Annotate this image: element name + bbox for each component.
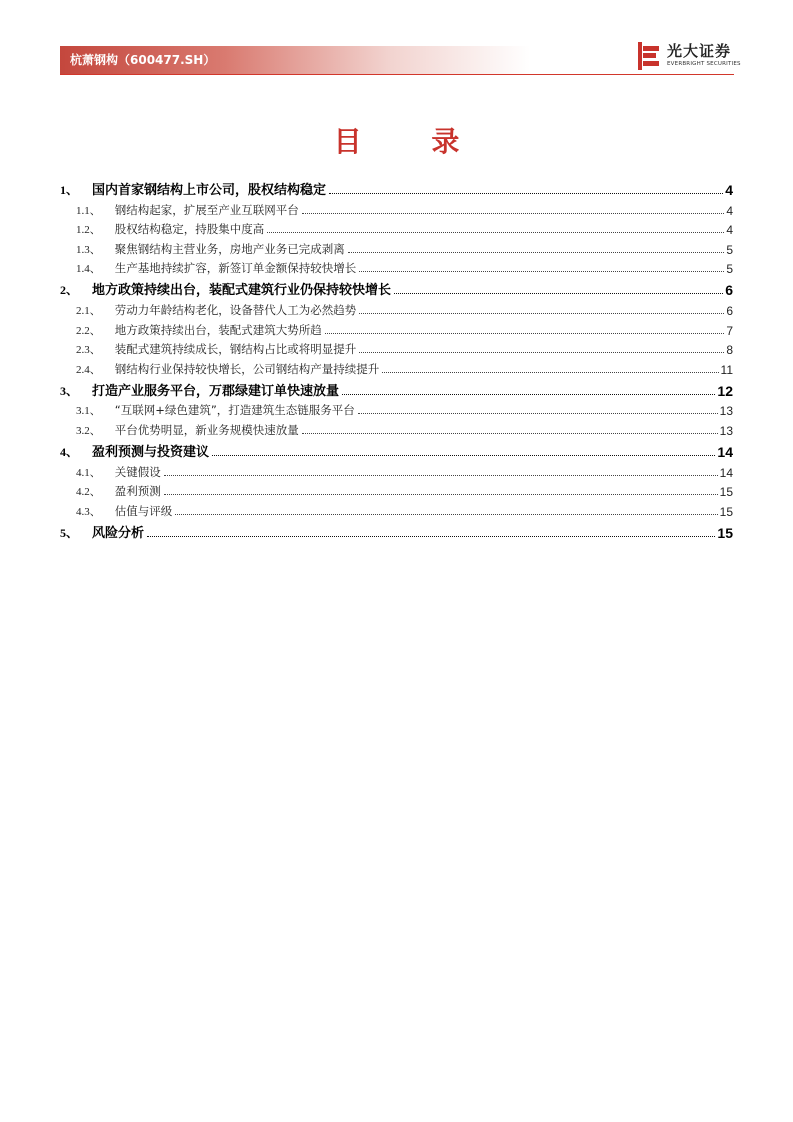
toc-chapter-entry[interactable] xyxy=(60,519,733,541)
dot-leader xyxy=(394,293,723,294)
brand-logo xyxy=(636,40,741,72)
toc-entry-title: 估值与评级 xyxy=(114,503,173,518)
toc-entry-title: “互联网+绿色建筑”，打造建筑生态链服务平台 xyxy=(114,403,355,418)
toc-entry-title: 装配式建筑持续成长，钢结构占比或将明显提升 xyxy=(114,342,357,357)
toc-entry-number: 3.1、 xyxy=(76,405,101,418)
toc-section-entry[interactable] xyxy=(60,357,733,377)
table-of-contents xyxy=(60,176,733,541)
toc-entry-number: 2、 xyxy=(60,283,79,298)
toc-entry-number: 5、 xyxy=(60,525,79,540)
toc-entry-title: 钢结构行业保持较快增长，公司钢结构产量持续提升 xyxy=(114,361,380,376)
toc-entry-title: 劳动力年龄结构老化，设备替代人工为必然趋势 xyxy=(114,302,357,317)
toc-entry-title: 平台优势明显，新业务规模快速放量 xyxy=(114,422,299,437)
toc-section-entry[interactable] xyxy=(60,318,733,338)
dot-leader xyxy=(175,514,717,515)
toc-entry-title: 关键假设 xyxy=(114,464,161,479)
toc-title: 目 录 xyxy=(333,125,490,158)
toc-section-entry[interactable] xyxy=(60,298,733,318)
toc-entry-page: 6 xyxy=(725,282,733,299)
toc-entry-title: 生产基地持续扩容，新签订单金额保持较快增长 xyxy=(114,261,357,276)
toc-entry-number: 4.2、 xyxy=(76,486,101,499)
toc-entry-page: 12 xyxy=(717,382,733,399)
toc-entry-title: 盈利预测与投资建议 xyxy=(92,444,210,460)
company-ticker: 杭萧钢构（600477.SH） xyxy=(70,53,216,67)
toc-entry-number: 2.1、 xyxy=(76,304,101,317)
toc-entry-page: 6 xyxy=(726,303,733,318)
toc-entry-title: 国内首家钢结构上市公司，股权结构稳定 xyxy=(92,183,327,198)
toc-entry-number: 1.2、 xyxy=(76,224,101,237)
dot-leader xyxy=(302,213,725,214)
toc-entry-number: 1、 xyxy=(60,183,79,197)
toc-entry-title: 聚焦钢结构主营业务，房地产业务已完成剥离 xyxy=(114,241,345,256)
dot-leader xyxy=(325,333,725,334)
dot-leader xyxy=(164,494,718,495)
toc-entry-number: 1.4、 xyxy=(76,263,101,276)
toc-section-entry[interactable] xyxy=(60,338,733,358)
toc-entry-page: 4 xyxy=(726,223,733,238)
dot-leader xyxy=(164,475,718,476)
everbright-logo-icon xyxy=(636,42,662,74)
toc-entry-page: 5 xyxy=(726,242,733,257)
dot-leader xyxy=(212,455,715,456)
toc-entry-number: 4.1、 xyxy=(76,466,101,479)
toc-entry-number: 2.4、 xyxy=(76,363,101,376)
toc-entry-number: 4.3、 xyxy=(76,505,101,518)
toc-section-entry[interactable] xyxy=(60,499,733,519)
dot-leader xyxy=(358,413,718,414)
toc-entry-number: 1.3、 xyxy=(76,243,101,256)
toc-entry-title: 风险分析 xyxy=(92,525,145,541)
toc-entry-page: 15 xyxy=(719,485,733,500)
toc-section-entry[interactable] xyxy=(60,198,733,218)
dot-leader xyxy=(147,536,715,537)
dot-leader xyxy=(359,271,724,272)
toc-chapter-entry[interactable] xyxy=(60,276,733,298)
toc-entry-title: 钢结构起家，扩展至产业互联网平台 xyxy=(114,202,299,217)
toc-entry-title: 股权结构稳定，持股集中度高 xyxy=(114,222,265,237)
toc-section-entry[interactable] xyxy=(60,460,733,480)
toc-chapter-entry[interactable] xyxy=(60,176,733,198)
toc-entry-page: 4 xyxy=(726,203,733,218)
header-divider xyxy=(60,74,734,75)
toc-entry-number: 4、 xyxy=(60,444,79,459)
dot-leader xyxy=(267,232,724,233)
toc-entry-page: 5 xyxy=(726,262,733,277)
dot-leader xyxy=(302,433,718,434)
toc-section-entry[interactable] xyxy=(60,480,733,500)
toc-entry-number: 3、 xyxy=(60,383,79,398)
toc-section-entry[interactable] xyxy=(60,257,733,277)
dot-leader xyxy=(359,313,724,314)
toc-section-entry[interactable] xyxy=(60,218,733,238)
toc-entry-page: 13 xyxy=(719,404,733,419)
toc-entry-page: 7 xyxy=(726,323,733,338)
toc-entry-title: 盈利预测 xyxy=(114,484,161,499)
dot-leader xyxy=(348,252,725,253)
toc-section-entry[interactable] xyxy=(60,399,733,419)
dot-leader xyxy=(359,352,724,353)
toc-entry-page: 15 xyxy=(717,524,733,541)
brand-name-cn: 光大证券 xyxy=(667,42,732,60)
toc-entry-page: 11 xyxy=(720,362,733,377)
dot-leader xyxy=(342,394,715,395)
toc-entry-page: 15 xyxy=(719,504,733,519)
dot-leader xyxy=(382,372,718,373)
toc-section-entry[interactable] xyxy=(60,418,733,438)
toc-entry-number: 2.2、 xyxy=(76,324,101,337)
toc-entry-page: 4 xyxy=(725,182,733,198)
toc-chapter-entry[interactable] xyxy=(60,377,733,399)
brand-name-en: EVERBRIGHT SECURITIES xyxy=(667,61,741,67)
toc-entry-page: 8 xyxy=(726,343,733,358)
toc-entry-title: 地方政策持续出台，装配式建筑大势所趋 xyxy=(114,322,322,337)
toc-entry-number: 3.2、 xyxy=(76,424,101,437)
toc-entry-title: 打造产业服务平台，万郡绿建订单快速放量 xyxy=(92,383,340,399)
toc-entry-number: 2.3、 xyxy=(76,344,101,357)
toc-entry-page: 14 xyxy=(719,465,733,480)
toc-entry-page: 14 xyxy=(717,443,733,460)
toc-section-entry[interactable] xyxy=(60,237,733,257)
toc-entry-title: 地方政策持续出台，装配式建筑行业仍保持较快增长 xyxy=(92,283,392,299)
toc-chapter-entry[interactable] xyxy=(60,438,733,460)
toc-entry-number: 1.1、 xyxy=(76,204,101,217)
dot-leader xyxy=(329,193,723,194)
toc-entry-page: 13 xyxy=(719,423,733,438)
